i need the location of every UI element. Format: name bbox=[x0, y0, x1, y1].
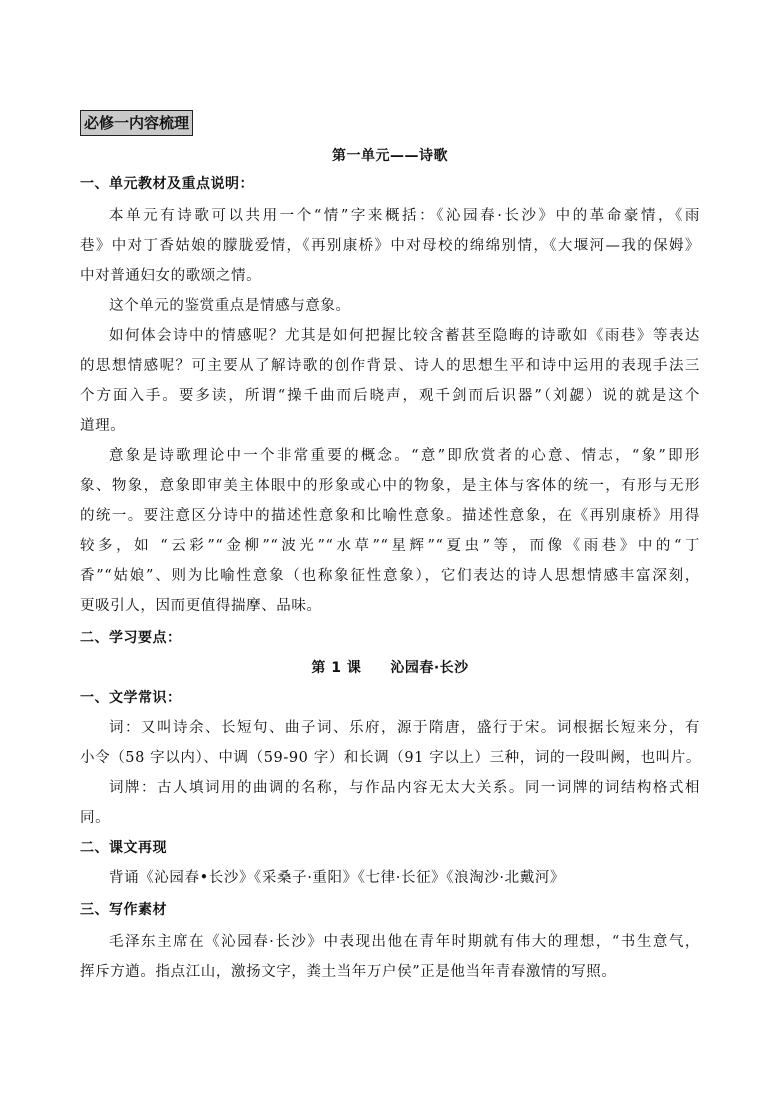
unit-title: 第一单元——诗歌 bbox=[332, 148, 448, 164]
para3-line: 道理。 bbox=[80, 418, 126, 434]
writing-para-line: 挥斥方遒。指点江山，激扬文字，粪土当年万户侯”正是他当年青春激情的写照。 bbox=[80, 964, 617, 980]
para1-line: 本单元有诗歌可以共用一个“情”字来概括：《沁园春·长沙》中的革命豪情，《雨 bbox=[109, 208, 700, 224]
literature-para1-line: 小令（58 字以内）、中调（59-90 字）和长调（91 字以上）三种，词的一段叫阙，也叫片。 bbox=[80, 750, 701, 766]
section-heading-1: 一、单元教材及重点说明： bbox=[80, 176, 254, 192]
literature-para1-line: 词：又叫诗余、长短句、曲子词、乐府，源于隋唐，盛行于宋。词根据长短来分，有 bbox=[109, 720, 700, 736]
para1-line: 巷》中对丁香姑娘的朦胧爱情，《再别康桥》中对母校的绵绵别情，《大堰河—我的保姆》 bbox=[80, 238, 700, 254]
literature-para2-line: 同。 bbox=[80, 810, 111, 826]
review-text: 背诵《沁园春•长沙》《采桑子·重阳》《七律·长征》《浪淘沙·北戴河》 bbox=[109, 870, 566, 886]
para1-line: 中对普通妇女的歌颂之情。 bbox=[80, 268, 262, 284]
section-tag: 必修一内容梳理 bbox=[80, 110, 193, 136]
para4-line: 象、物象，意象即审美主体眼中的形象或心中的物象，是主体与客体的统一，有形与无形 bbox=[80, 478, 700, 494]
para3-line: 如何体会诗中的情感呢？尤其是如何把握比较含蓄甚至隐晦的诗歌如《雨巷》等表达 bbox=[109, 328, 700, 344]
para4-line: 的统一。要注意区分诗中的描述性意象和比喻性意象。描述性意象，在《再别康桥》用得 bbox=[80, 508, 700, 524]
para4-line: 更吸引人，因而更值得揣摩、品味。 bbox=[80, 598, 322, 614]
para2: 这个单元的鉴赏重点是情感与意象。 bbox=[109, 298, 351, 314]
para3-line: 的思想情感呢？可主要从了解诗歌的创作背景、诗人的思想生平和诗中运用的表现手法三 bbox=[80, 358, 700, 374]
lesson-title: 第 1 课 沁园春·长沙 bbox=[311, 660, 469, 676]
para4-line: 意象是诗歌理论中一个非常重要的概念。“意”即欣赏者的心意、情志，“象”即形 bbox=[109, 448, 700, 464]
literature-para2-line: 词牌：古人填词用的曲调的名称，与作品内容无太大关系。同一词牌的词结构格式相 bbox=[109, 780, 700, 796]
review-heading: 二、课文再现 bbox=[80, 840, 167, 856]
writing-heading: 三、写作素材 bbox=[80, 902, 167, 918]
writing-para-line: 毛泽东主席在《沁园春·长沙》中表现出他在青年时期就有伟大的理想，“书生意气， bbox=[109, 934, 700, 950]
para4-line: 较多，如 “云彩”“金柳”“波光”“水草”“星辉”“夏虫”等，而像《雨巷》中的“丁 bbox=[80, 538, 700, 554]
para3-line: 个方面入手。要多读，所谓“操千曲而后晓声，观千剑而后识器”（刘勰）说的就是这个 bbox=[80, 388, 700, 404]
section-heading-2: 二、学习要点： bbox=[80, 630, 182, 646]
literature-heading: 一、文学常识： bbox=[80, 690, 182, 706]
para4-line: 香”“姑娘”、则为比喻性意象（也称象征性意象），它们表达的诗人思想情感丰富深刻， bbox=[80, 568, 700, 584]
